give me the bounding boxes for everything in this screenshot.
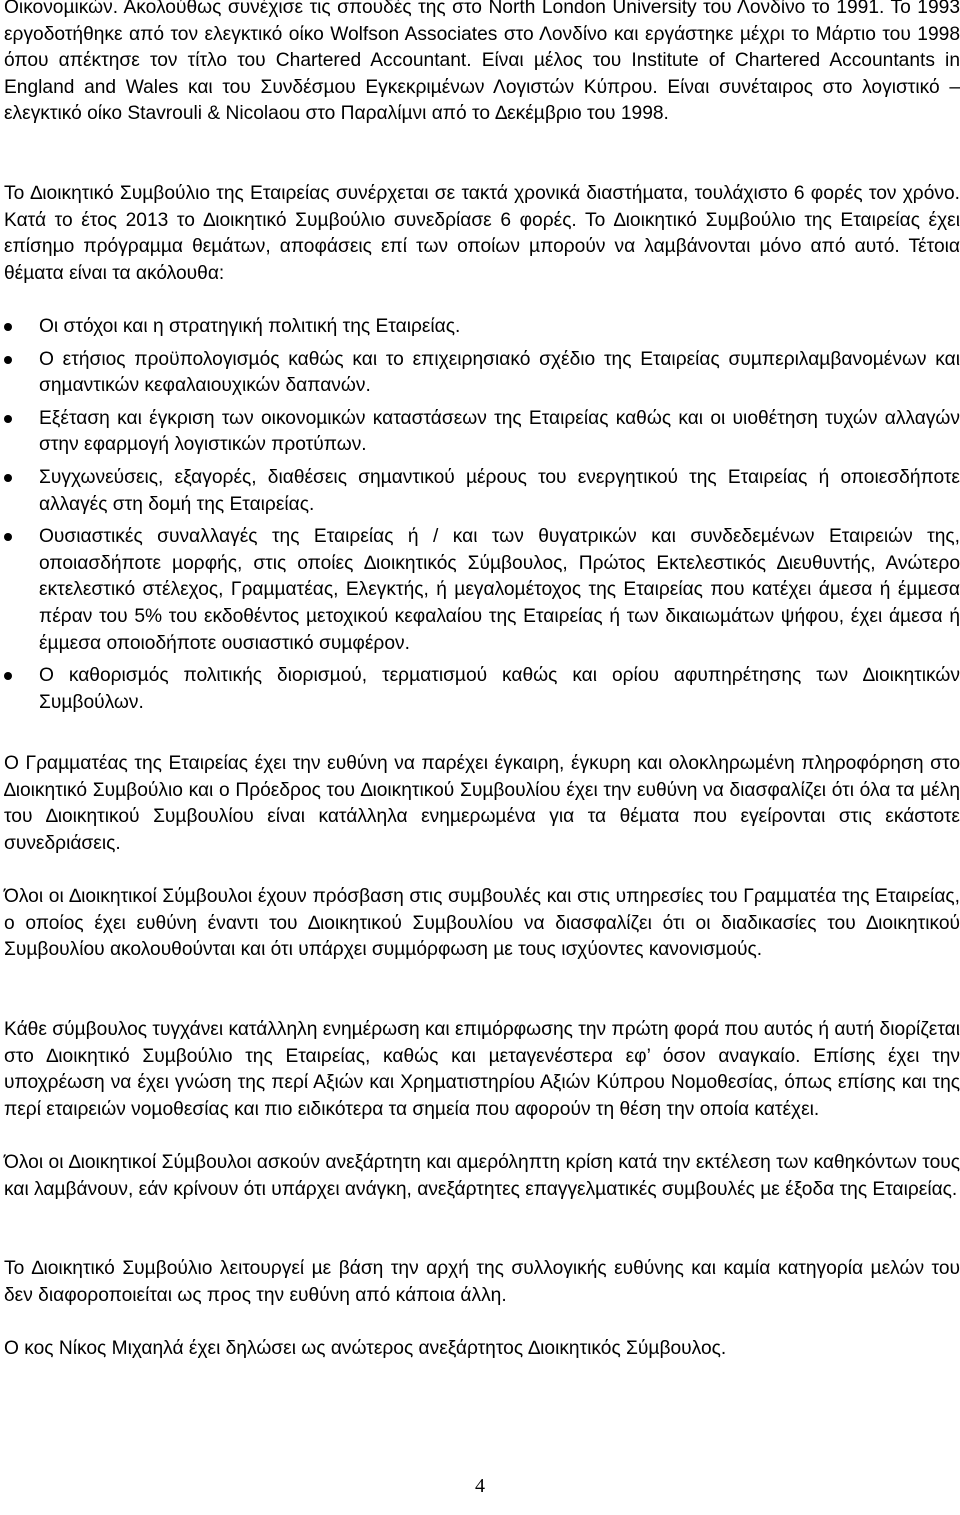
board-matters-list xyxy=(0,314,960,722)
list-item: Ουσιαστικές συναλλαγές της Εταιρείας ή / και των θυγατρικών και συνδεδεµένων Εταιρειών της, οποιασδήποτε µορφής, στις οποίες ∆ιοικητικός Σύµβουλος, Πρώτος Εκτελεστικός ∆ιευθυντής, Ανώτερο εκτελεστικό στέλεχος, Γραµµατέας, Ελεγκτής, ή µεγαλοµέτοχος της Εταιρείας που κατέχει άµεσα ή έµµεσα πέραν του 5% του εκδοθέντος µετοχικού κεφαλαίου της Εταιρείας ή των δικαιωµάτων ψήφου, έχει άµεσα ή έµµεσα οποιοδήποτε ουσιαστικό συµφέρον. xyxy=(0,524,960,657)
bullet-icon xyxy=(4,533,12,541)
list-item: Οι στόχοι και η στρατηγική πολιτική της Εταιρείας. xyxy=(0,314,960,341)
list-item: Συγχωνεύσεις, εξαγορές, διαθέσεις σηµαντικού µέρους του ενεργητικού της Εταιρείας ή οποιεσδήποτε αλλαγές στη δοµή της Εταιρείας. xyxy=(0,465,960,518)
list-item: Εξέταση και έγκριση των οικονοµικών καταστάσεων της Εταιρείας καθώς και οι υιοθέτηση τυχών αλλαγών στην εφαρµογή λογιστικών προτύπων. xyxy=(0,406,960,459)
senior-director-paragraph: Ο κος Νίκος Μιχαηλά έχει δηλώσει ως ανώτερος ανεξάρτητος ∆ιοικητικός Σύµβουλος. xyxy=(4,1338,727,1359)
bullet-icon xyxy=(4,474,12,482)
bullet-icon xyxy=(4,323,12,331)
bullet-icon xyxy=(4,415,12,423)
bullet-icon xyxy=(4,672,12,680)
collective-responsibility-paragraph: Το ∆ιοικητικό Συµβούλιο λειτουργεί µε βάση την αρχή της συλλογικής ευθύνης και καµία κατηγορία µελών του δεν διαφοροποιείται ως προς την ευθύνη από κάποια άλλη. xyxy=(4,1258,960,1306)
independence-paragraph: Όλοι οι ∆ιοικητικοί Σύµβουλοι ασκούν ανεξάρτητη και αµερόληπτη κρίση κατά την εκτέλεση των καθηκόντων τους και λαµβάνουν, εάν κρίνουν ότι υπάρχει ανάγκη, ανεξάρτητες επαγγελµατικές συµβουλές µε έξοδα της Εταιρείας. xyxy=(4,1152,960,1200)
training-paragraph: Κάθε σύµβουλος τυγχάνει κατάλληλη ενηµέρωση και επιµόρφωσης την πρώτη φορά που αυτός ή αυτή διορίζεται στο ∆ιοικητικό Συµβούλιο της Εταιρείας, καθώς και µεταγενέστερα εφ’ όσον αναγκαίο. Επίσης έχει την υποχρέωση να έχει γνώση της περί Αξιών και Χρηµατιστηρίου Αξιών Κύπρου Νοµοθεσίας, όπως επίσης και της περί εταιρειών νοµοθεσίας και πιο ειδικότερα τα σηµεία που αφορούν τη θέση την οποία κατέχει. xyxy=(4,1019,960,1120)
access-paragraph: Όλοι οι ∆ιοικητικοί Σύµβουλοι έχουν πρόσβαση στις συµβουλές και στις υπηρεσίες του Γραµµατέα της Εταιρείας, ο οποίος έχει ευθύνη έναντι του ∆ιοικητικού Συµβουλίου να διασφαλίζει ότι οι διαδικασίες του ∆ιοικητικού Συµβουλίου ακολουθούνται και ότι υπάρχει συµµόρφωση µε τους ισχύοντες κανονισµούς. xyxy=(4,886,960,961)
bullet-icon xyxy=(4,356,12,364)
list-item: Ο καθορισµός πολιτικής διορισµού, τερµατισµού καθώς και ορίου αφυπηρέτησης των ∆ιοικητικών Συµβούλων. xyxy=(0,663,960,716)
page-number: 4 xyxy=(475,1475,485,1497)
secretary-paragraph: Ο Γραµµατέας της Εταιρείας έχει την ευθύνη να παρέχει έγκαιρη, έγκυρη και ολοκληρωµένη πληροφόρηση στο ∆ιοικητικό Συµβούλιο και ο Πρόεδρος του ∆ιοικητικού Συµβουλίου έχει την ευθύνη να διασφαλίζει ότι όλα τα µέλη του ∆ιοικητικού Συµβουλίου είναι κατάλληλα ενηµερωµένα για τα θέµατα που εγείρονται στις εκάστοτε συνεδριάσεις. xyxy=(4,753,960,854)
intro-paragraph: Οικονοµικών. Ακολούθως συνέχισε τις σπουδές της στο North London University του Λονδίνο το 1991. Το 1993 εργοδοτήθηκε από τον ελεγκτικό οίκο Wolfson Associates στο Λονδίνο και εργάστηκε µέχρι το Μάρτιο του 1998 όπου απέκτησε τον τίτλο του Chartered Accountant. Είναι µέλος του Institute of Chartered Accountants in England and Wales και του Συνδέσµου Εγκεκριµένων Λογιστών Κύπρου. Είναι συνέταιρος στο λογιστικό – ελεγκτικό οίκο Stavrouli & Nicolaou στο Παραλίµνι από το ∆εκέµβριο του 1998. xyxy=(4,0,960,125)
board-meetings-paragraph: Το ∆ιοικητικό Συµβούλιο της Εταιρείας συνέρχεται σε τακτά χρονικά διαστήµατα, τουλάχιστο 6 φορές τον χρόνο. Κατά το έτος 2013 το ∆ιοικητικό Συµβούλιο συνεδρίασε 6 φορές. Το ∆ιοικητικό Συµβούλιο της Εταιρείας έχει επίσηµο πρόγραµµα θεµάτων, αποφάσεις επί των οποίων µπορούν να λαµβάνονται µόνο από αυτό. Τέτοια θέµατα είναι τα ακόλουθα: xyxy=(4,183,960,284)
list-item: Ο ετήσιος προϋπολογισµός καθώς και το επιχειρησιακό σχέδιο της Εταιρείας συµπεριλαµβανοµένων και σηµαντικών κεφαλαιουχικών δαπανών. xyxy=(0,347,960,400)
